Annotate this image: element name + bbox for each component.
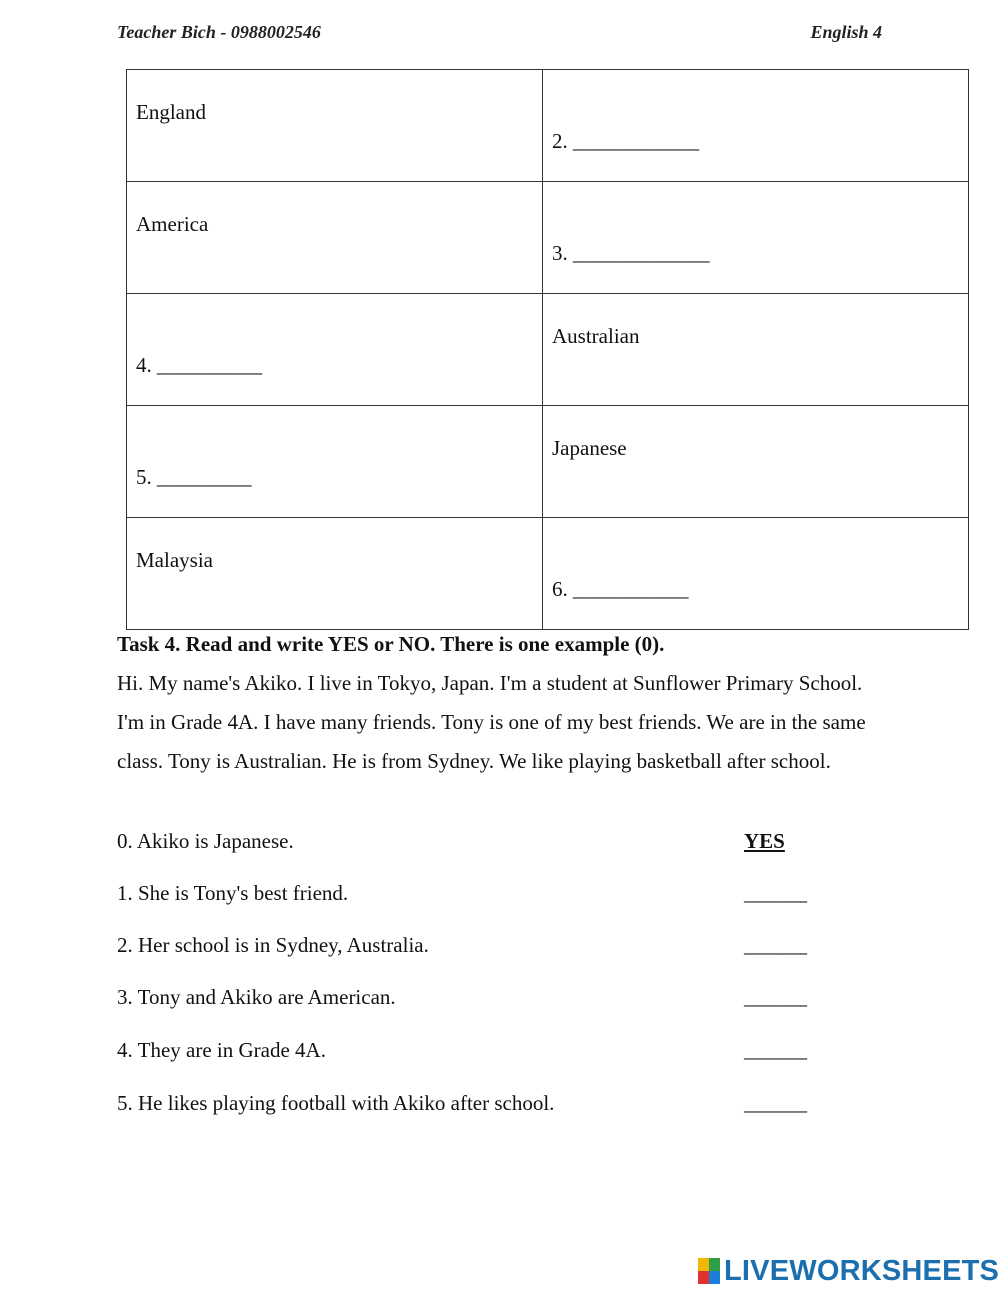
answer-2-blank[interactable]: ______: [744, 933, 807, 957]
question-0: 0. Akiko is Japanese.: [117, 829, 294, 853]
question-3: 3. Tony and Akiko are American.: [117, 985, 396, 1009]
table-row: [127, 182, 969, 294]
logo-square-green: [709, 1258, 720, 1271]
answer-3-blank[interactable]: ______: [744, 985, 807, 1009]
nationality-japanese: Japanese: [552, 436, 627, 460]
table-cell: [543, 70, 969, 182]
answer-4-blank[interactable]: ______: [744, 1038, 807, 1062]
blank-3[interactable]: 3. _____________: [552, 241, 710, 265]
answer-5-blank[interactable]: ______: [744, 1091, 807, 1115]
logo-square-blue: [709, 1271, 720, 1284]
table-cell: [127, 70, 543, 182]
task4-passage: Hi. My name's Akiko. I live in Tokyo, Japan. I'm a student at Sunflower Primary School. I'm in Grade 4A. I have many friends. Tony is one of my best friends. We are in the same class. Tony is Australian. He is from Sydney. We like playing basketball after school.: [117, 671, 866, 773]
table-row: [127, 406, 969, 518]
question-5: 5. He likes playing football with Akiko after school.: [117, 1091, 555, 1115]
logo-text: LIVEWORKSHEETS: [724, 1254, 1000, 1287]
nationality-australian: Australian: [552, 324, 640, 348]
question-1: 1. She is Tony's best friend.: [117, 881, 349, 905]
blank-2[interactable]: 2. ____________: [552, 129, 699, 153]
table-cell: [127, 294, 543, 406]
blank-4[interactable]: 4. __________: [136, 353, 262, 377]
table-row: [127, 70, 969, 182]
nationality-table: [126, 69, 969, 630]
answer-0-example: YES: [744, 829, 785, 853]
blank-6[interactable]: 6. ___________: [552, 577, 689, 601]
table-cell: [127, 406, 543, 518]
table-cell: [543, 406, 969, 518]
task4-title: Task 4. Read and write YES or NO. There is one example (0).: [117, 632, 665, 656]
liveworksheets-logo[interactable]: [698, 1254, 999, 1288]
country-malaysia: Malaysia: [136, 548, 213, 572]
logo-square-red: [698, 1271, 709, 1284]
question-2: 2. Her school is in Sydney, Australia.: [117, 933, 429, 957]
table-cell: [543, 182, 969, 294]
table-row: [127, 518, 969, 630]
logo-square-yellow: [698, 1258, 709, 1271]
table-cell: [543, 294, 969, 406]
table-cell: [127, 182, 543, 294]
blank-5[interactable]: 5. _________: [136, 465, 252, 489]
country-england: England: [136, 100, 206, 124]
header-subject: English 4: [810, 22, 882, 42]
answer-1-blank[interactable]: ______: [744, 881, 807, 905]
table-cell: [127, 518, 543, 630]
liveworksheets-logo-icon: [698, 1258, 720, 1284]
table-row: [127, 294, 969, 406]
question-4: 4. They are in Grade 4A.: [117, 1038, 326, 1062]
header-teacher: Teacher Bich - 0988002546: [117, 22, 321, 42]
table-cell: [543, 518, 969, 630]
country-america: America: [136, 212, 209, 236]
